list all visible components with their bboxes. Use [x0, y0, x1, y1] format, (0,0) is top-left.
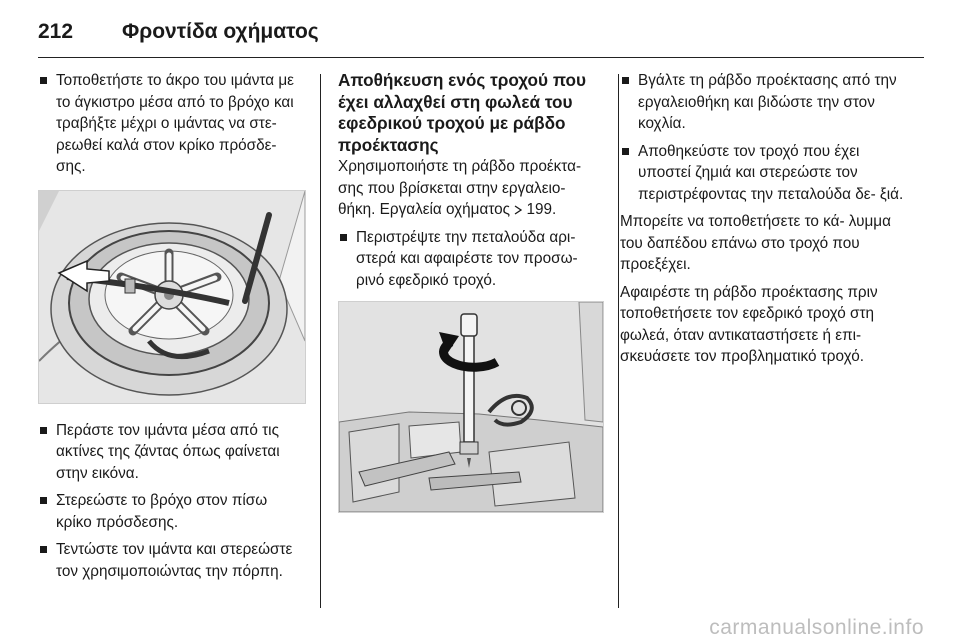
list-item [620, 70, 910, 135]
bullet-square-icon [340, 234, 347, 241]
page-number: 212 [38, 20, 74, 43]
body-paragraph: Αφαιρέστε τη ράβδο προέκτασης πριν τοποθετήσετε τον εφεδρικό τροχό στη φωλεά, όταν αντικαταστήσετε ή επι- σκευάσετε τον προβληματικό τροχό. [620, 283, 878, 365]
list-item-text: Τοποθετήστε το άκρο του ιμάντα με το άγκιστρο μέσα από το βρόχο και τραβήξτε μέχρι ο ιμάντας να στε- ρεωθεί καλά στον κρίκο πρόσδε- σης. [56, 72, 294, 175]
column-divider-2 [618, 74, 619, 608]
bullet-square-icon [622, 148, 629, 155]
section-heading: Αποθήκευση ενός τροχού που έχει αλλαχθεί στη φωλεά του εφεδρικού τροχού με ράβδο προέκτασης [338, 70, 587, 155]
intro-paragraph [338, 156, 604, 221]
column-3 [620, 70, 910, 374]
spare-wheel-strap-drawing [39, 191, 305, 403]
extension-rod-drawing [339, 302, 603, 512]
page-title: Φροντίδα οχήματος [122, 20, 319, 43]
page-reference-arrow-icon [514, 200, 522, 210]
extension-rod-illustration [338, 301, 604, 513]
watermark: carmanualsonline.info [709, 616, 924, 639]
column-1 [38, 70, 306, 588]
intro-text: Χρησιμοποιήστε τη ράβδο προέκτα- σης που βρίσκεται στην εργαλειο- θήκη. Εργαλεία οχήματος [338, 158, 582, 218]
list-item [38, 490, 306, 533]
list-item-text: Περιστρέψτε την πεταλούδα αρι- στερά και αφαιρέστε τον προσω- ρινό εφεδρικό τροχό. [356, 228, 578, 289]
header-divider [38, 57, 924, 58]
column-divider-1 [320, 74, 321, 608]
bullet-square-icon [40, 546, 47, 553]
list-item [38, 70, 306, 178]
list-item-text: Αποθηκεύστε τον τροχό που έχει υποστεί ζημιά και στερεώστε τον περιστρέφοντας την πεταλούδα δε- ξιά. [638, 142, 904, 203]
bullet-square-icon [40, 77, 47, 84]
list-item-text: Βγάλτε τη ράβδο προέκτασης από την εργαλειοθήκη και βιδώστε την στον κοχλία. [638, 72, 897, 132]
spare-wheel-strap-illustration [38, 190, 306, 404]
list-item-text: Στερεώστε το βρόχο στον πίσω κρίκο πρόσδεσης. [56, 492, 268, 531]
list-item-text: Τεντώστε τον ιμάντα και στερεώστε τον χρησιμοποιώντας την πόρπη. [56, 541, 293, 580]
list-item-text: Περάστε τον ιμάντα μέσα από τις ακτίνες της ζάντας όπως φαίνεται στην εικόνα. [56, 421, 280, 482]
bullet-square-icon [40, 427, 47, 434]
bullet-square-icon [622, 77, 629, 84]
body-paragraph: Μπορείτε να τοποθετήσετε το κά- λυμμα του δαπέδου επάνω στο τροχό που προεξέχει. [620, 213, 891, 273]
bullet-square-icon [40, 497, 47, 504]
list-item [620, 141, 910, 206]
list-item [38, 539, 306, 582]
column-2 [338, 70, 604, 513]
list-item [338, 227, 604, 292]
page-reference-link[interactable]: 199. [526, 201, 557, 218]
list-item [38, 420, 306, 485]
page-header [38, 14, 922, 50]
